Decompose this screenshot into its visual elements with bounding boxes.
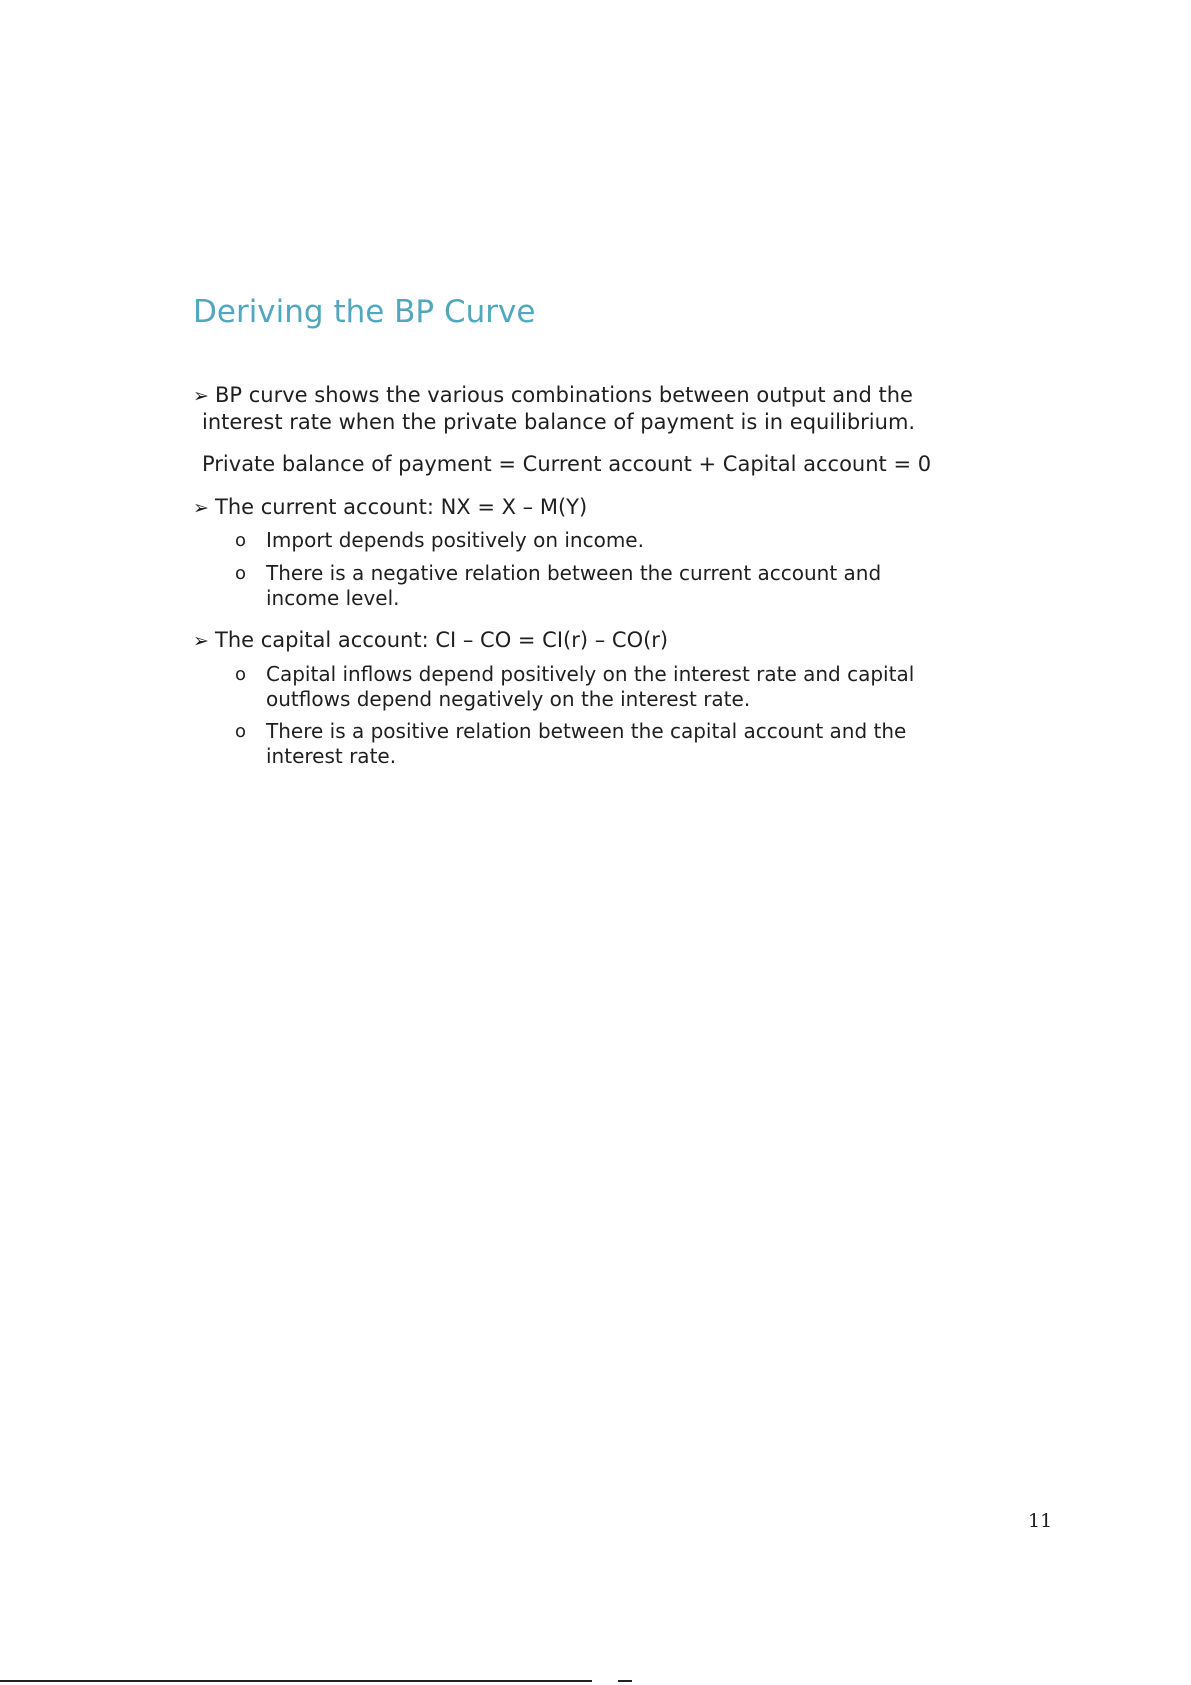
circle-bullet-icon: o bbox=[235, 563, 247, 584]
arrow-bullet-icon: ➢ bbox=[193, 497, 209, 519]
circle-bullet-icon: o bbox=[235, 530, 247, 551]
section-title: Deriving the BP Curve bbox=[193, 294, 536, 330]
circle-bullet-icon: o bbox=[235, 721, 247, 742]
list-item-text: There is a positive relation between the capital account and the interest rate. bbox=[266, 719, 907, 768]
bp-definition-bullet bbox=[193, 381, 913, 410]
arrow-bullet-icon: ➢ bbox=[193, 385, 209, 407]
balance-equation: Private balance of payment = Current account + Capital account = 0 bbox=[202, 452, 932, 476]
current-account-heading: The current account: NX = X – M(Y) bbox=[215, 495, 588, 519]
circle-bullet-icon: o bbox=[235, 664, 247, 685]
capital-account-bullet bbox=[193, 626, 668, 655]
footer-rule bbox=[0, 1680, 592, 1682]
current-account-bullet bbox=[193, 493, 587, 522]
bp-definition-line-1: BP curve shows the various combinations between output and the bbox=[215, 383, 913, 407]
page-number: 11 bbox=[1028, 1510, 1053, 1532]
footer-mark bbox=[618, 1680, 632, 1682]
bp-definition-line-2: interest rate when the private balance of payment is in equilibrium. bbox=[202, 410, 916, 434]
capital-account-heading: The capital account: CI – CO = CI(r) – CO(r) bbox=[215, 628, 669, 652]
list-item-text: Import depends positively on income. bbox=[266, 528, 644, 552]
arrow-bullet-icon: ➢ bbox=[193, 630, 209, 652]
list-item-text: Capital inflows depend positively on the interest rate and capital outflows depend negatively on the interest rate. bbox=[266, 662, 915, 711]
list-item-text: There is a negative relation between the current account and income level. bbox=[266, 561, 882, 610]
